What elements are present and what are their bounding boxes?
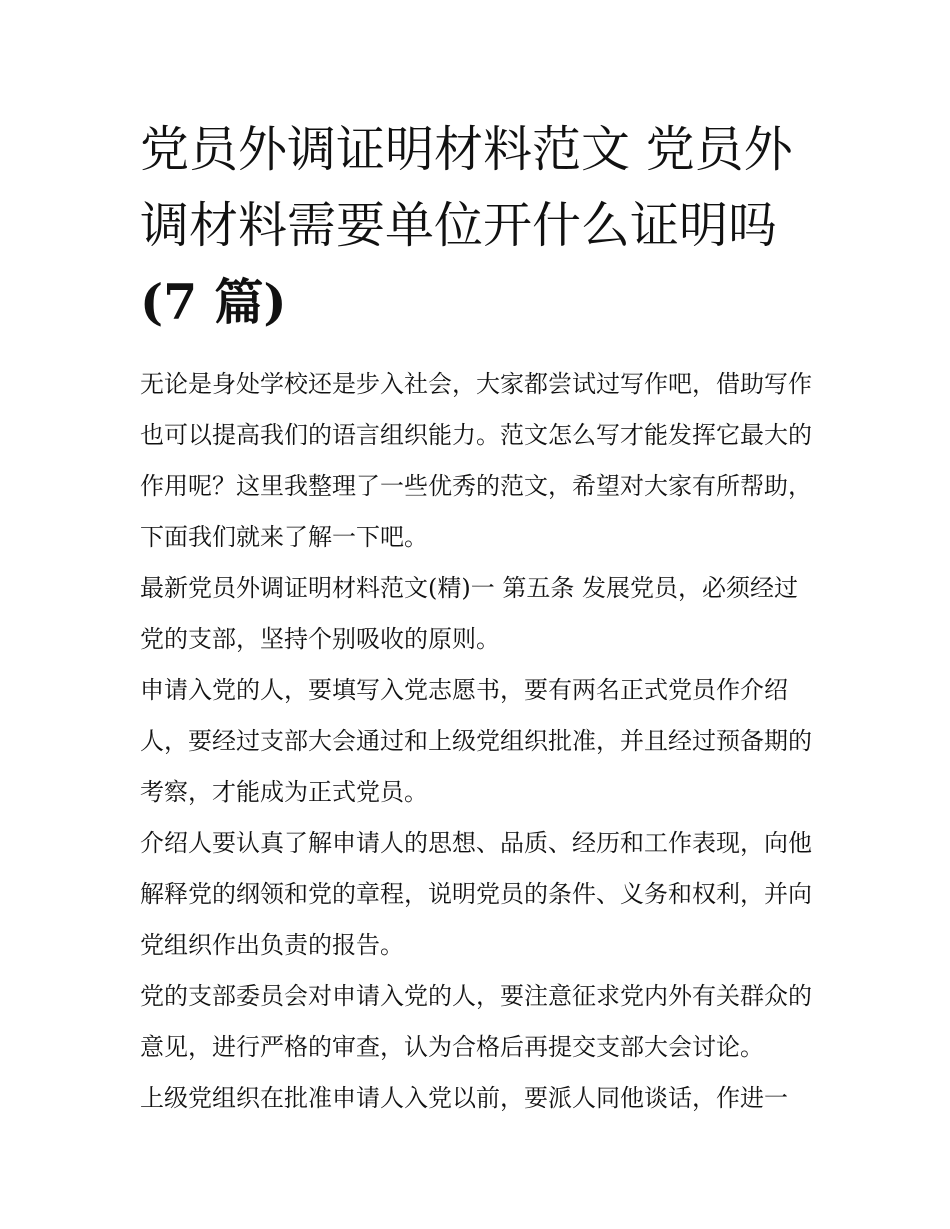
paragraph-article-five: 最新党员外调证明材料范文(精)一 第五条 发展党员，必须经过党的支部，坚持个别吸收的原则。 [140, 574, 798, 653]
document-body [140, 359, 815, 1124]
paragraph-introducer: 介绍人要认真了解申请人的思想、品质、经历和工作表现，向他解释党的纲领和党的章程，说明党员的条件、义务和权利，并向党组织作出负责的报告。 [140, 829, 812, 959]
document-content [140, 112, 815, 1124]
paragraph-higher-organization: 上级党组织在批准申请人入党以前，要派人同他谈话，作进一 [140, 1084, 788, 1112]
paragraph-application: 申请入党的人，要填写入党志愿书，要有两名正式党员作介绍人，要经过支部大会通过和上级党组织批准，并且经过预备期的考察，才能成为正式党员。 [140, 676, 812, 806]
paragraph-intro: 无论是身处学校还是步入社会，大家都尝试过写作吧，借助写作也可以提高我们的语言组织能力。范文怎么写才能发挥它最大的作用呢？这里我整理了一些优秀的范文，希望对大家有所帮助，下面我们就来了解一下吧。 [140, 370, 812, 551]
document-title [140, 112, 815, 341]
title-main-text: 党员外调证明材料范文 党员外调材料需要单位开什么证明吗 [140, 121, 793, 254]
paragraph-branch-committee: 党的支部委员会对申请入党的人，要注意征求党内外有关群众的意见，进行严格的审查，认为合格后再提交支部大会讨论。 [140, 982, 812, 1061]
title-count-text: (7 篇) [140, 273, 287, 331]
